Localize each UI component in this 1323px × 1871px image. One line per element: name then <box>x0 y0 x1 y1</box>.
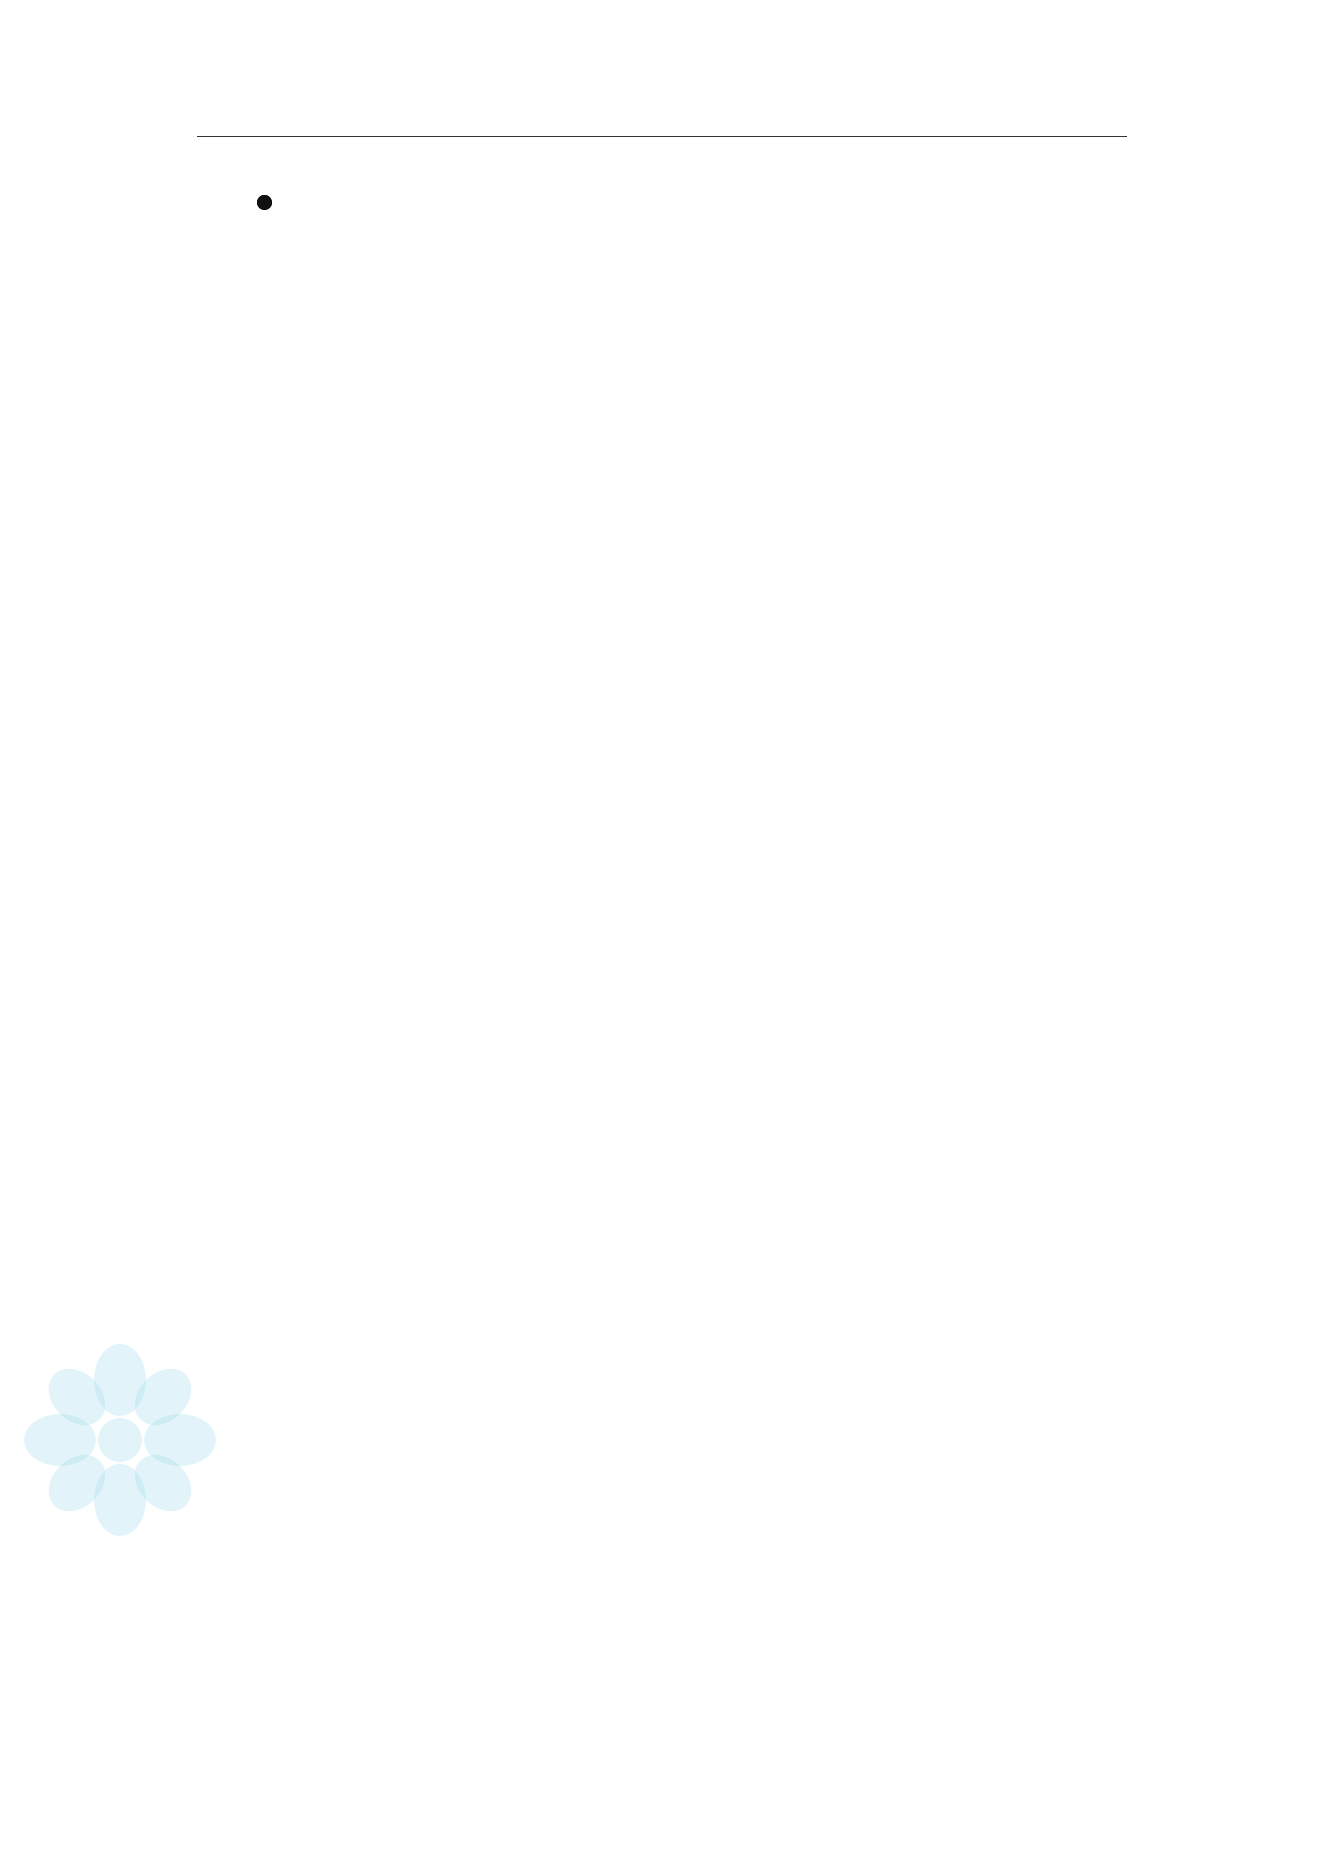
watermark-flower-icon <box>10 1330 230 1550</box>
header-divider <box>197 136 1127 137</box>
bullet-icon <box>257 195 272 210</box>
body-content <box>200 160 1125 174</box>
